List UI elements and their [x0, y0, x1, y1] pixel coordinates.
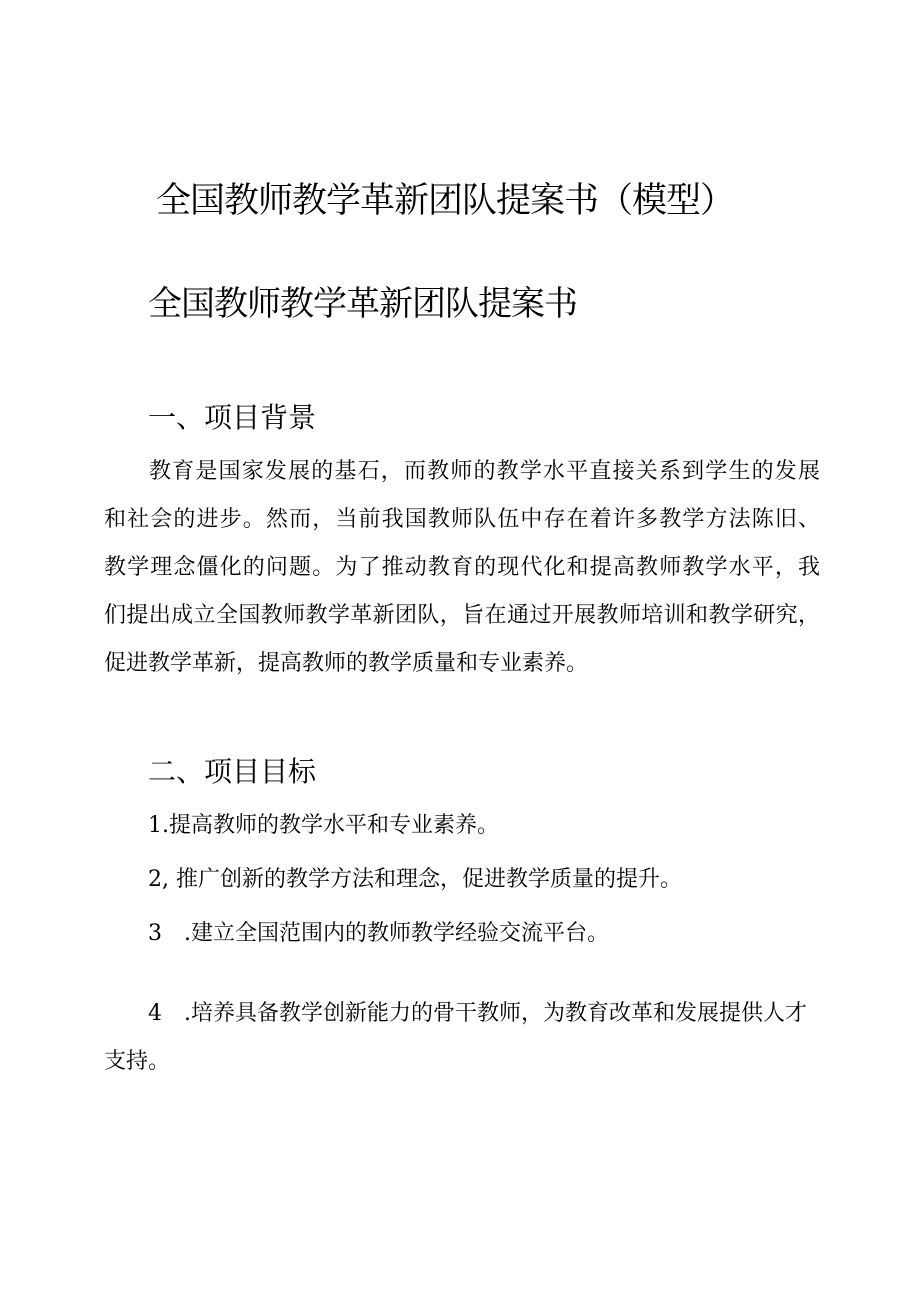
document-subtitle: 全国教师教学革新团队提案书 — [148, 284, 577, 324]
goal-item-4-line: 4 .培养具备教学创新能力的骨干教师，为教育改革和发展提供人才 — [148, 1001, 807, 1026]
paragraph-line: 和社会的进步。然而，当前我国教师队伍中存在着许多教学方法陈旧、 — [104, 507, 820, 532]
goal-item-3: 3 .建立全国范围内的教师教学经验交流平台。 — [148, 921, 609, 946]
goal-item-1: 1.提高教师的教学水平和专业素养。 — [148, 813, 499, 838]
document-title: 全国教师教学革新团队提案书（模型） — [156, 181, 735, 221]
paragraph-line: 教育是国家发展的基石，而教师的教学水平直接关系到学生的发展 — [149, 459, 820, 484]
paragraph-line: 促进教学革新，提高教师的教学质量和专业素养。 — [104, 651, 589, 676]
background-paragraph — [104, 448, 820, 688]
section-heading-background: 一、项目背景 — [148, 401, 317, 434]
goal-item-2: 2, 推广创新的教学方法和理念，促进教学质量的提升。 — [148, 867, 682, 892]
paragraph-line: 教学理念僵化的问题。为了推动教育的现代化和提高教师教学水平，我 — [104, 555, 820, 580]
goal-item-4 — [104, 990, 820, 1086]
section-heading-goals: 二、项目目标 — [148, 755, 317, 788]
paragraph-line: 们提出成立全国教师教学革新团队，旨在通过开展教师培训和教学研究， — [104, 603, 820, 628]
goal-item-4-line: 支持。 — [104, 1049, 171, 1074]
